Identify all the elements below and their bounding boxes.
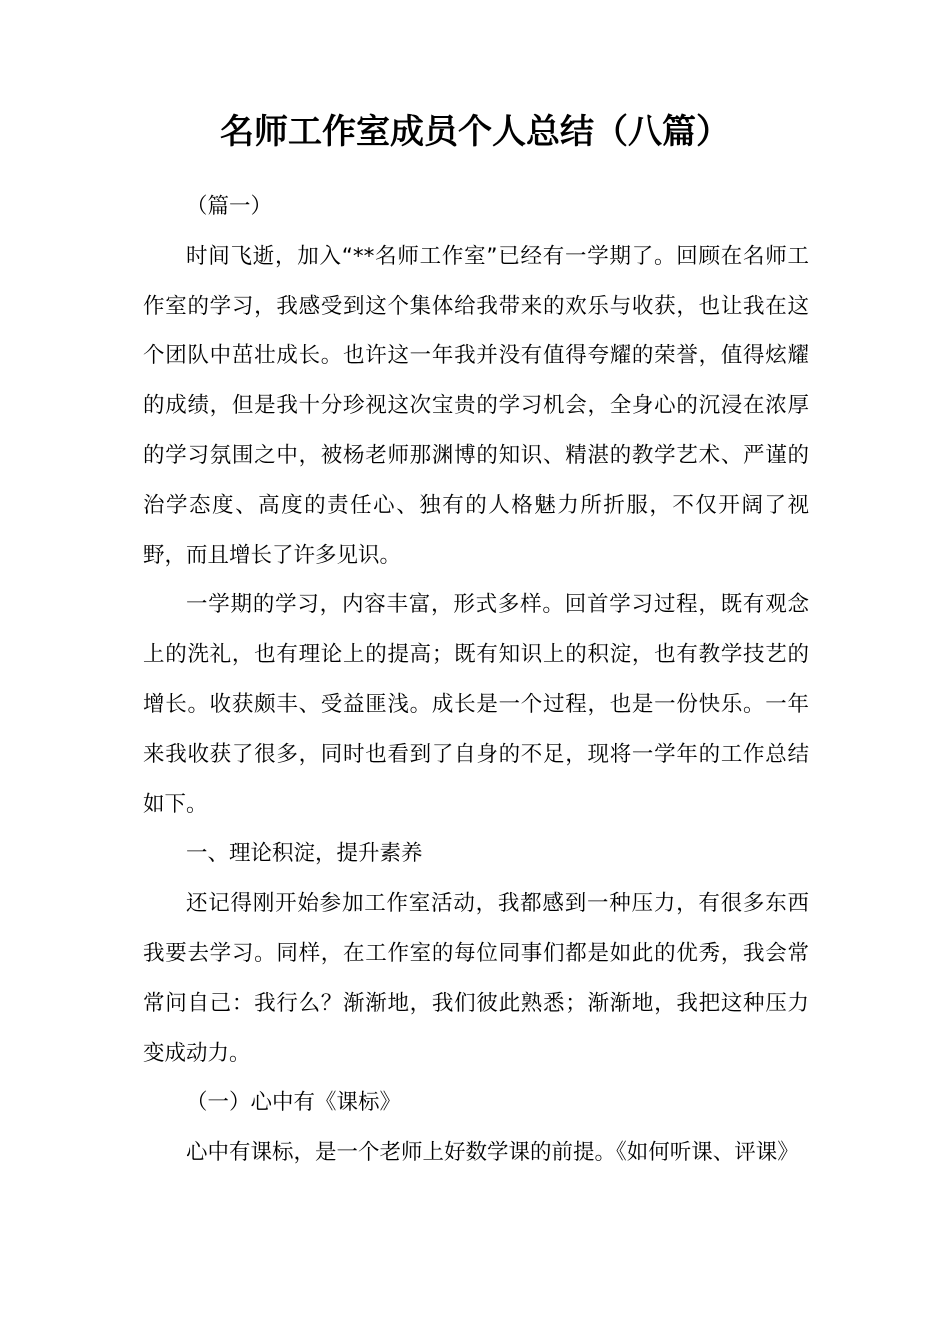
section-heading: （篇一） [186, 194, 273, 219]
section-heading: 一、理论积淀，提升素养 [186, 841, 423, 867]
paragraph: 一学期的学习，内容丰富，形式多样。回首学习过程，既有观念上的洗礼，也有理论上的提高；既有知识上的积淀，也有教学技艺的增长。收获颇丰、受益匪浅。成长是一个过程，也是一份快乐。一年来我收获了很多，同时也看到了自身的不足，现将一学年的工作总结如下。 [143, 592, 809, 817]
paragraph: 还记得刚开始参加工作室活动，我都感到一种压力，有很多东西我要去学习。同样，在工作室的每位同事们都是如此的优秀，我会常常问自己：我行么？渐渐地，我们彼此熟悉；渐渐地，我把这种压力变成动力。 [143, 891, 809, 1066]
document-body [143, 182, 809, 1178]
paragraph: 时间飞逝，加入“**名师工作室”已经有一学期了。回顾在名师工作室的学习，我感受到这个集体给我带来的欢乐与收获，也让我在这个团队中茁壮成长。也许这一年我并没有值得夸耀的荣誉，值得炫耀的成绩，但是我十分珍视这次宝贵的学习机会，全身心的沉浸在浓厚的学习氛围之中，被杨老师那渊博的知识、精湛的教学艺术、严谨的治学态度、高度的责任心、独有的人格魅力所折服，不仅开阔了视野，而且增长了许多见识。 [143, 243, 809, 568]
subsection-heading: （一）心中有《课标》 [186, 1090, 402, 1116]
paragraph: 心中有课标，是一个老师上好数学课的前提。《如何听课、评课》 [186, 1140, 799, 1166]
document-title: 名师工作室成员个人总结（八篇） [220, 112, 730, 152]
